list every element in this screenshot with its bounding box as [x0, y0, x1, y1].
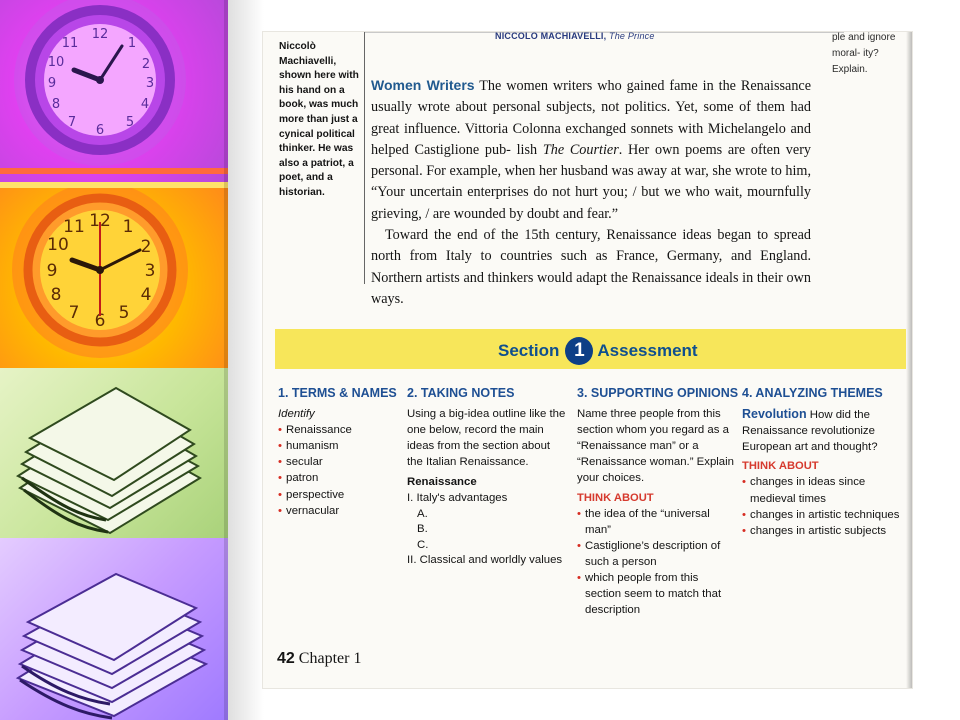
list-item: • vernacular — [278, 503, 398, 519]
supporting-opinions — [577, 385, 737, 618]
taking-notes — [407, 385, 567, 569]
list-item: • which people from this section seem to match that description — [577, 570, 737, 618]
paragraph-text: The women writers who gained fame in the Renaissance usually wrote about personal subjects, not politics. Yet, some of them had great influence. Vittoria Colonna exchanged sonnets with Michelangelo and helped Castiglione pub- lish — [371, 78, 812, 158]
women-writers-text — [371, 75, 811, 310]
outline-item: B. — [417, 523, 428, 536]
terms-and-names — [278, 385, 398, 519]
svg-text:2: 2 — [141, 57, 151, 72]
svg-text:1: 1 — [122, 217, 134, 237]
theme-word: Revolution — [742, 407, 807, 422]
list-item: • changes in ideas since medieval times — [742, 474, 908, 506]
svg-text:2: 2 — [140, 237, 152, 257]
think-about-label: THINK ABOUT — [742, 460, 819, 473]
clock-icon — [0, 0, 228, 188]
clock-image-purple — [0, 0, 228, 188]
list-item: • Renaissance — [278, 422, 398, 438]
chapter-label: Chapter 1 — [298, 650, 362, 667]
svg-text:1: 1 — [127, 36, 137, 51]
list-item: • humanism — [278, 438, 398, 454]
divider — [364, 32, 365, 284]
list-item: • changes in artistic subjects — [742, 523, 908, 539]
list-item: • secular — [278, 454, 398, 470]
outline — [407, 475, 567, 569]
svg-text:9: 9 — [46, 261, 58, 281]
analyzing-themes — [742, 385, 908, 539]
svg-text:12: 12 — [91, 27, 109, 42]
svg-text:3: 3 — [144, 261, 156, 281]
list-item: • Castiglione’s description of such a person — [577, 538, 737, 570]
papers-icon — [0, 538, 228, 720]
svg-text:4: 4 — [140, 285, 152, 305]
svg-text:8: 8 — [50, 285, 62, 305]
svg-text:5: 5 — [125, 115, 135, 130]
paragraph-text: . Her own poems are often very personal. For example, when her husband was away at war, she wrote to him, “Your uncertain enterprises do not hurt you; / but we who wait, mournfully grieving, / are wounded by doubt and fear.” — [371, 141, 812, 222]
think-about-label: THINK ABOUT — [577, 491, 654, 504]
svg-text:4: 4 — [140, 97, 150, 112]
svg-text:11: 11 — [61, 36, 79, 51]
column-heading: 1. TERMS & NAMES — [278, 386, 397, 400]
think-about-list — [577, 506, 737, 619]
quote-source — [495, 32, 655, 41]
strip-shadow — [224, 0, 264, 720]
outline-item: II. Classical and worldly values — [407, 554, 563, 567]
svg-text:6: 6 — [94, 311, 106, 331]
svg-text:12: 12 — [89, 211, 111, 231]
assessment-word: Assessment — [597, 341, 698, 360]
theme-question — [742, 406, 908, 455]
column-heading: 2. TAKING NOTES — [407, 386, 515, 400]
page-footer — [277, 650, 361, 668]
svg-text:11: 11 — [63, 217, 85, 237]
paragraph: Toward the end of the 15th century, Renaissance ideas began to spread north from Italy to countries such as France, Germany, and England. Northern artists and thinkers would adapt the Renaissance ideals in their own ways. — [371, 227, 811, 307]
question-text: How did the Renaissance revolutionize European art and thought? — [742, 409, 878, 454]
margin-question: ple and ignore moral- ity? Explain. — [832, 32, 896, 75]
book-title: The Courtier — [542, 141, 619, 158]
svg-text:6: 6 — [95, 123, 105, 138]
svg-text:7: 7 — [68, 303, 80, 323]
decorative-image-strip — [0, 0, 228, 720]
svg-text:7: 7 — [67, 115, 77, 130]
list-item: • the idea of the “universal man” — [577, 506, 737, 538]
list-item: • patron — [278, 470, 398, 486]
svg-text:5: 5 — [118, 303, 130, 323]
column-heading: 4. ANALYZING THEMES — [742, 386, 883, 400]
stacked-papers-image-violet — [0, 538, 228, 720]
svg-text:3: 3 — [145, 76, 155, 91]
page-number: 42 — [277, 650, 295, 667]
svg-text:10: 10 — [47, 235, 69, 255]
svg-text:8: 8 — [51, 97, 61, 112]
photo-caption: Niccolò Machiavelli, shown here with his hand on a book, was much more than just a cynical political thinker. He was also a patriot, a poet, and a historian. — [279, 41, 359, 198]
svg-text:9: 9 — [47, 76, 57, 91]
outline-item: I. Italy's advantages — [407, 492, 508, 505]
outline-title: Renaissance — [407, 476, 477, 489]
paragraph — [371, 75, 811, 225]
papers-icon — [0, 368, 228, 538]
term-list — [278, 422, 398, 519]
list-item: • perspective — [278, 487, 398, 503]
clock-icon — [0, 188, 228, 368]
outline-item: A. — [417, 507, 428, 520]
instructions: Using a big-idea outline like the one below, record the main ideas from the section about the Italian Renaissance. — [407, 408, 566, 469]
textbook-page — [263, 32, 912, 688]
list-item: • changes in artistic techniques — [742, 507, 908, 523]
divider — [0, 168, 228, 174]
think-about-list — [742, 474, 908, 538]
section-number-badge: 1 — [565, 337, 593, 365]
quote-author: NICCOLÒ MACHIAVELLI, — [495, 32, 607, 41]
outline-item: C. — [417, 538, 429, 551]
assessment-title — [498, 336, 698, 366]
section-heading: Women Writers — [371, 77, 475, 93]
stacked-papers-image-green — [0, 368, 228, 538]
instructions: Name three people from this section whom you regard as a “Renaissance man” or a “Renaissance woman.” Explain your choices. — [577, 408, 735, 485]
quote-work: The Prince — [609, 32, 655, 41]
page-edge-shadow — [906, 32, 912, 688]
svg-text:10: 10 — [47, 55, 65, 70]
section-word: Section — [498, 341, 560, 360]
column-heading: 3. SUPPORTING OPINIONS — [577, 386, 739, 400]
identify-label: Identify — [278, 408, 315, 421]
clock-image-orange — [0, 188, 228, 368]
